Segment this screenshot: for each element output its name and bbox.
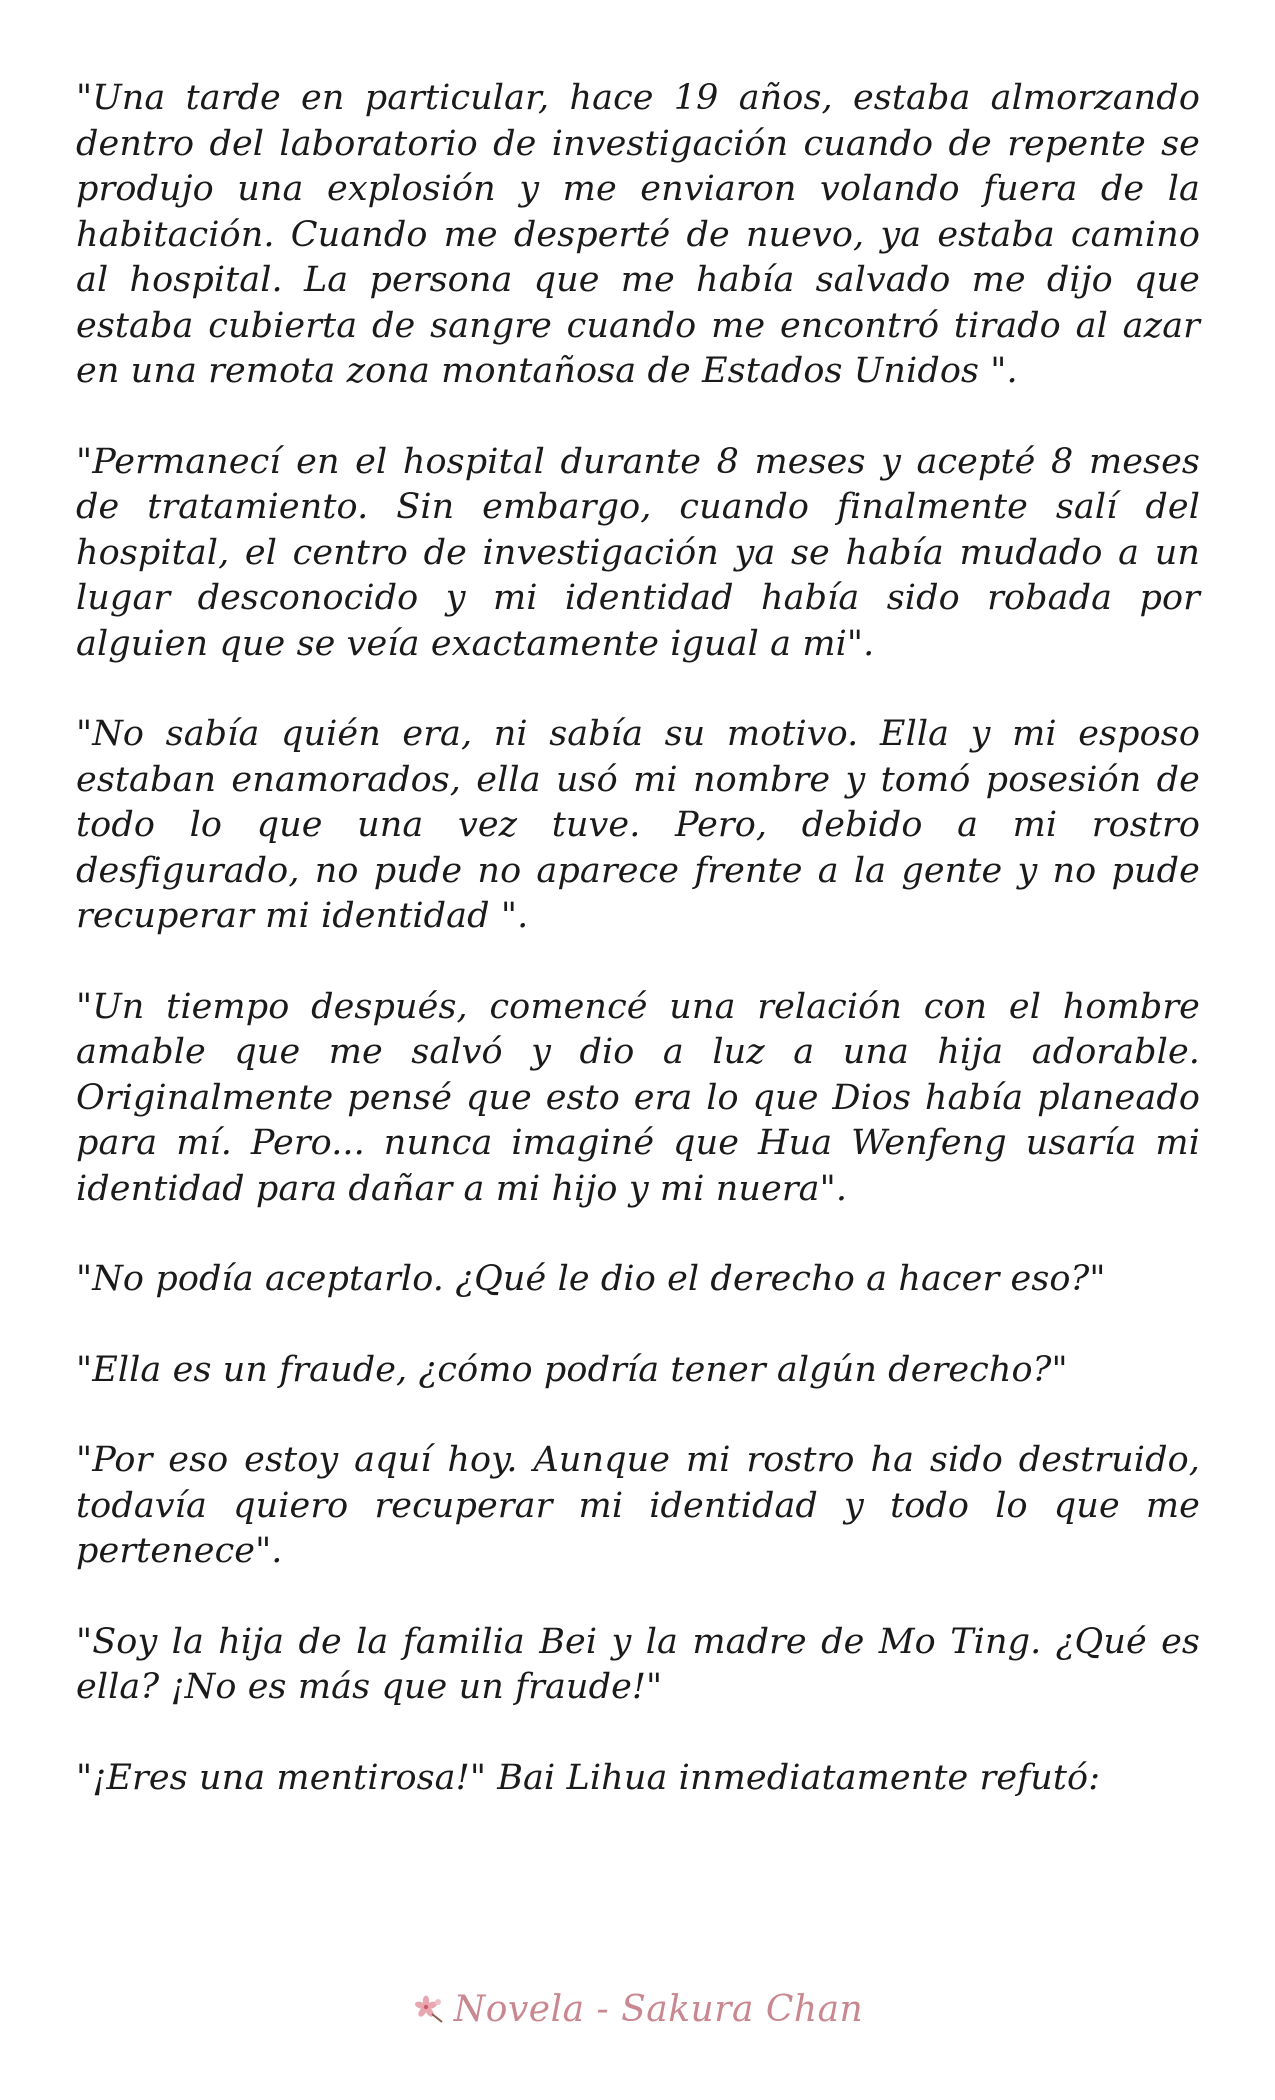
paragraph-7: "Por eso estoy aquí hoy. Aunque mi rostro ha sido destruido, todavía quiero recuperar mi identidad y todo lo que me pertenece". <box>76 1440 1200 1571</box>
watermark-footer <box>0 1984 1275 2034</box>
paragraph-1: "Una tarde en particular, hace 19 años, estaba almorzando dentro del laboratorio de investigación cuando de repente se produjo una explosión y me enviaron volando fuera de la habitación. Cuando me desperté de nuevo, ya estaba camino al hospital. La persona que me había salvado me dijo que estaba cubierta de sangre cuando me encontró tirado al azar en una remota zona montañosa de Estados Unidos ". <box>76 78 1200 391</box>
paragraph-5: "No podía aceptarlo. ¿Qué le dio el derecho a hacer eso?" <box>76 1259 1106 1299</box>
paragraph-4: "Un tiempo después, comencé una relación con el hombre amable que me salvó y dio a luz a una hija adorable. Originalmente pensé que esto era lo que Dios había planeado para mí. Pero... nunca imaginé que Hua Wenfeng usaría mi identidad para dañar a mi hijo y mi nuera". <box>76 986 1200 1209</box>
paragraph-9: "¡Eres una mentirosa!" Bai Lihua inmediatamente refutó: <box>76 1757 1101 1798</box>
sakura-blossom-icon <box>412 1992 446 2026</box>
paragraph-2: "Permanecí en el hospital durante 8 meses y acepté 8 meses de tratamiento. Sin embargo, cuando finalmente salí del hospital, el centro de investigación ya se había mudado a un lugar desconocido y mi identidad había sido robada por alguien que se veía exactamente igual a mi". <box>76 441 1200 664</box>
paragraph-6: "Ella es un fraude, ¿cómo podría tener algún derecho?" <box>76 1349 1068 1390</box>
story-text <box>76 76 1200 1846</box>
paragraph-8: "Soy la hija de la familia Bei y la madre de Mo Ting. ¿Qué es ella? ¡No es más que un fraude!" <box>76 1621 1200 1707</box>
paragraph-3: "No sabía quién era, ni sabía su motivo. Ella y mi esposo estaban enamorados, ella usó mi nombre y tomó posesión de todo lo que una vez tuve. Pero, debido a mi rostro desfigurado, no pude no aparece frente a la gente y no pude recuperar mi identidad ". <box>76 714 1200 936</box>
watermark-text: Novela - Sakura Chan <box>453 1988 864 2030</box>
